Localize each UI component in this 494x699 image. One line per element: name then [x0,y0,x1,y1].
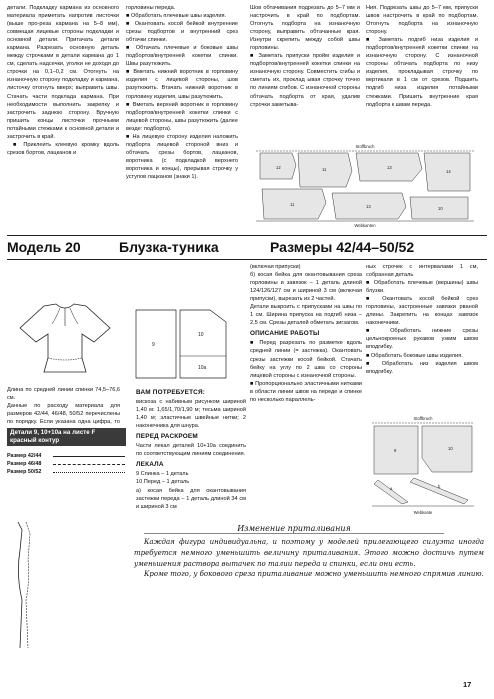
size-row [7,468,125,476]
paragraph: (включая припуски) [250,264,301,270]
paragraph: ■ Вметать нижний воротник в горловину изделия с лицевой стороны, шов разутюжить. Втачать нижний воротник в горловину изделия, швы разутюжить. [126,69,238,100]
top-column-2 [126,4,238,230]
fitting-change-title: Изменение приталивания [144,524,444,534]
piece-label: 12 [276,165,281,170]
size-label: Размер 46/48 [7,461,42,467]
paragraph: ■ Окантовать косой бейкой срез горловины, застроенные завязки рваной длины. Закрепить на концах завязок наконечники. [366,296,478,327]
before-cutting-title: ПЕРЕД РАСКРОЕМ [136,433,198,441]
pattern-item: а) косая бейка для окантовывания застежки переда – 1 деталь длиной 34 см и шириной 3 см [136,487,246,510]
piece-label: 10 [438,206,443,211]
paragraph: ■ Обработать боковые швы изделия. [366,352,463,359]
piece-label: b [438,484,441,489]
left-column [7,386,120,426]
size-line-dashed [53,464,125,465]
paragraph: ■ Обработать плечевые (вершины) швы блузки. [366,280,478,295]
figure-silhouette [6,520,42,650]
paragraph: ■ Обработать плечевые швы изделия. [126,13,227,20]
size-line-solid [53,456,125,457]
consumption-note: Данные по расходу материала для размеров 42/44, 46/48, 50/52 перечислены по порядку. Если указана одна цифра, то [7,403,120,426]
paragraph: Кроме того, у бокового среза приталивание можно уменьшить немного спрямив линию. [144,570,484,579]
top-column-4 [366,4,478,136]
model-sizes: Размеры 42/44–50/52 [270,239,415,255]
patterns-title: ЛЕКАЛА [136,461,164,469]
paragraph: Ния. Подрезать швы до 5–7 мм, припуски швов настрочить в край по подбортам. Отогнуть подборта на изнаночную сторону. [366,5,478,36]
paragraph: ■ Вметать верхний воротник в горловину подбортов/внутренней кокетки спинки с лицевой стороны, швы разутюжить (далее везде: подборта). [126,101,238,132]
paragraph: ■ Пропорционально эластичными нитками в области линии швов на переде и спинке по несколько параллель- [250,380,362,403]
cutting-layout-diagram-right [368,414,478,516]
paragraph: ных строчек с интервалами 1 см, собранная деталь [366,264,478,279]
piece-label: 11 [290,202,295,207]
piece-label: 9 [152,342,155,348]
size-label: Размер 50/52 [7,469,42,475]
right-column [366,263,478,413]
paragraph: ■ Заметать подгиб низа изделия и подбортов/внутренней кокетки спинки на изнаночную сторону. С изнаночной стороны обтачать подборта по низу изделия, прокладывая строчку по вертикали в 1 см от срезов. Подшить подгиб низа изделия потайными стежками. Пришить внутренние края подборта к швам переда. [366,37,478,108]
piece-label: 10 [198,332,204,338]
paragraph: Детали выкроить с припусками на швы по 1 см. Ширина припуска на подгиб низа – 2,5 см. Срезы деталей обметать зигзагом. [250,304,362,327]
paragraph: б) косая бейка для окантовывания среза горловины и завязок – 1 деталь длиной 124/126/127 см и шириной 3 см (включая припуски), вырезать из 2 частей. [250,272,362,303]
heading-bottom-rule [7,259,487,260]
page-number: 17 [463,680,472,689]
piece-label: 9 [394,448,397,453]
details-sheet-title: Детали 9, 10+10а на листе F красный контур [7,428,126,446]
piece-label: 13 [387,165,392,170]
model-length: Длина по средней линии спинки 74,5–76,6 см. [7,387,120,402]
piece-label: 14 [446,169,451,174]
model-name: Блузка-туника [119,239,219,255]
size-label: Размер 42/44 [7,453,42,459]
paragraph: ■ Заметать припуски пройм изделия и подбортов/внутренней кокетки спинки на изнаночную сторону. Совместить сгибы и сметать их, проклад ывая строчку точно по линиям сгибов. С изнаночной стороны обтачать подборта от края, удалив строчки заметыва- [250,53,360,108]
selvage-label: Webkanten [354,223,376,228]
paragraph: горловины переда. [126,5,176,11]
size-line-dotted [53,472,125,473]
piece-label: 11 [322,167,327,172]
pattern-item: 10 Перед – 1 деталь [136,479,190,486]
paragraph: Каждая фигура индивидуальна, и поэтому у моделей прилегающего силуэта иногда требуется немного уменьшить величину приталивания. Этого можно достичь путем уменьшения раствора вытачек по талии переда и спинки, если они есть. [134,538,484,568]
paragraph: ■ Обработать нижние срезы цельнокроеных рукавов узким швом вподгибку. [366,328,478,351]
size-row [7,460,125,468]
size-legend [7,452,125,476]
model-number: Модель 20 [7,239,81,255]
process-title: ОПИСАНИЕ РАБОТЫ [250,330,320,338]
materials-text: вискоза с набивным рисунком шириной 1,40 м: 1,65/1,70/1,90 м; тесьма шириной 1,40 м; эластичные швейные нитки; 2 наконечника для шнура. [136,399,246,430]
paragraph: детали. Подкладку кармана из основного материала приметать напротив листочки (выше про-реза кармана на 5–8 мм), совмещая лицевые стороны подкладки и основной детали. Притачать детали кармана. Разрезать основную деталь между строчками в детали кармана до 1 см, сделать надсечки, уголки не доходя до строчки на 0,1–0,2 см. Отогнуть на изнаночную сторону подкладку и кармана, листочку отогнуть вверх; выправить швы. Стачать части подклада кармана. При необходимости выполнить закрепку и застрочить заднюю сторону. Вручную пришить концы листочки прочными потайными стежками к основной детали и застрочить в край. [7,5,119,140]
pattern-item: 9 Спинка – 1 деталь [136,471,189,478]
selvage-label: Stoffbruch [355,144,375,149]
model-heading [7,236,487,258]
paragraph: ■ Обтачать плечевые и боковые швы подбортов/внутренней кокетки спинки. Швы разутюжить. [126,45,238,68]
blouse-illustration [16,298,114,380]
before-cutting-text: Части лекал деталей 10+10а соединить по соответствующим линиям соединения. [136,443,246,458]
right-middle-column [250,263,362,515]
selvage-label: Webkante [413,510,433,515]
paragraph: ■ Перед разрезать по разметке вдоль средней линии (= застежка). Окантовать срезы застежки косой бейкой. Стачать бейку на углу по 2 шва со стороны лицевой стороны с изнаночной стороны. [250,340,362,379]
top-column-3 [250,4,360,136]
fold-label: Stoffbruch [413,416,433,421]
piece-label: a [390,486,393,491]
paragraph: ■ Обработать низ изделия швом вподгибку. [366,360,478,375]
pattern-pieces-drawing [130,304,230,384]
fitting-change-box [44,520,488,658]
piece-label: 10 [448,446,453,451]
paragraph: ■ Приклеить клеевую кромку вдоль срезов бортов, лацканов и [7,141,119,156]
paragraph: ■ На лицевую сторону изделия наложить подборта лицевой стороной вниз и обтачать срезы бортов, лацканов, воротника (с подкладкой верхнего воротника и концы), прерывая строчку у уступов лацканов (знаки 1). [126,133,238,180]
cutting-layout-diagram-top [252,141,478,229]
size-row [7,452,125,460]
fitting-change-text [134,537,484,580]
paragraph: Шов обтачивания подрезать до 5–7 мм и настрочить в край по подбортам. Отогнуть подборта на изнаночную сторону, выправить обтачанные края. Изнутри скрепить между собой швы горловины. [250,5,360,52]
piece-label: 13 [366,204,371,209]
piece-label: 10a [198,365,207,371]
paragraph: ■ Окантовать косой бейкой внутренние срезы подбортов и внутренний срез обтачки спинки. [126,21,238,44]
top-column-1 [7,4,119,230]
materials-title: ВАМ ПОТРЕБУЕТСЯ: [136,389,206,396]
